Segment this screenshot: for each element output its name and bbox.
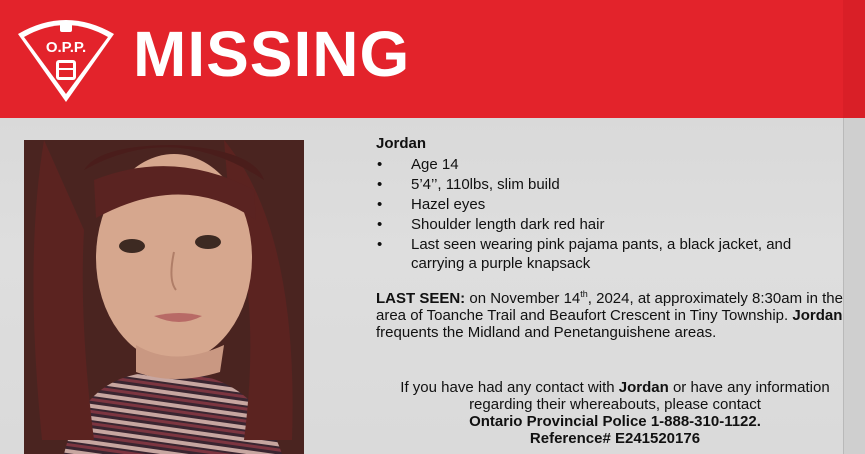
bullet-icon: • (377, 196, 383, 213)
bullet-icon: • (377, 156, 383, 173)
contact-message: If you have had any contact with Jordan or have any information regarding their whereabouts, please contact (400, 379, 830, 413)
banner-edge (843, 0, 865, 118)
bullet-icon: • (377, 176, 383, 193)
person-name: Jordan (376, 135, 427, 152)
header-banner (0, 0, 865, 118)
contact-info (376, 379, 854, 447)
logo-text: O.P.P. (45, 39, 87, 56)
list-item: • Shoulder length dark red hair (377, 216, 605, 233)
bullet-icon: • (377, 236, 383, 253)
list-item: • Age 14 (377, 156, 459, 173)
last-seen-paragraph: LAST SEEN: on November 14th, 2024, at approximately 8:30am in the area of Toanche Trail and Beaufort Crescent in Tiny Township. Jordan frequents the Midland and Penetanguishene areas. (376, 289, 843, 341)
opp-badge-logo (14, 12, 118, 104)
page-title: MISSING (133, 18, 411, 90)
list-item: • Hazel eyes (377, 196, 486, 213)
reference-number: Reference# E241520176 (529, 430, 701, 447)
contact-phone: Ontario Provincial Police 1-888-310-1122. (469, 413, 761, 430)
last-seen-label: LAST SEEN: (376, 290, 466, 307)
list-item: • 5’4’’, 110lbs, slim build (377, 176, 560, 193)
list-item: • Last seen wearing pink pajama pants, a black jacket, and carrying a purple knapsack (377, 236, 792, 272)
facts-list (376, 155, 846, 273)
person-details (376, 134, 846, 274)
missing-person-photo (24, 140, 304, 454)
bullet-icon: • (377, 216, 383, 233)
